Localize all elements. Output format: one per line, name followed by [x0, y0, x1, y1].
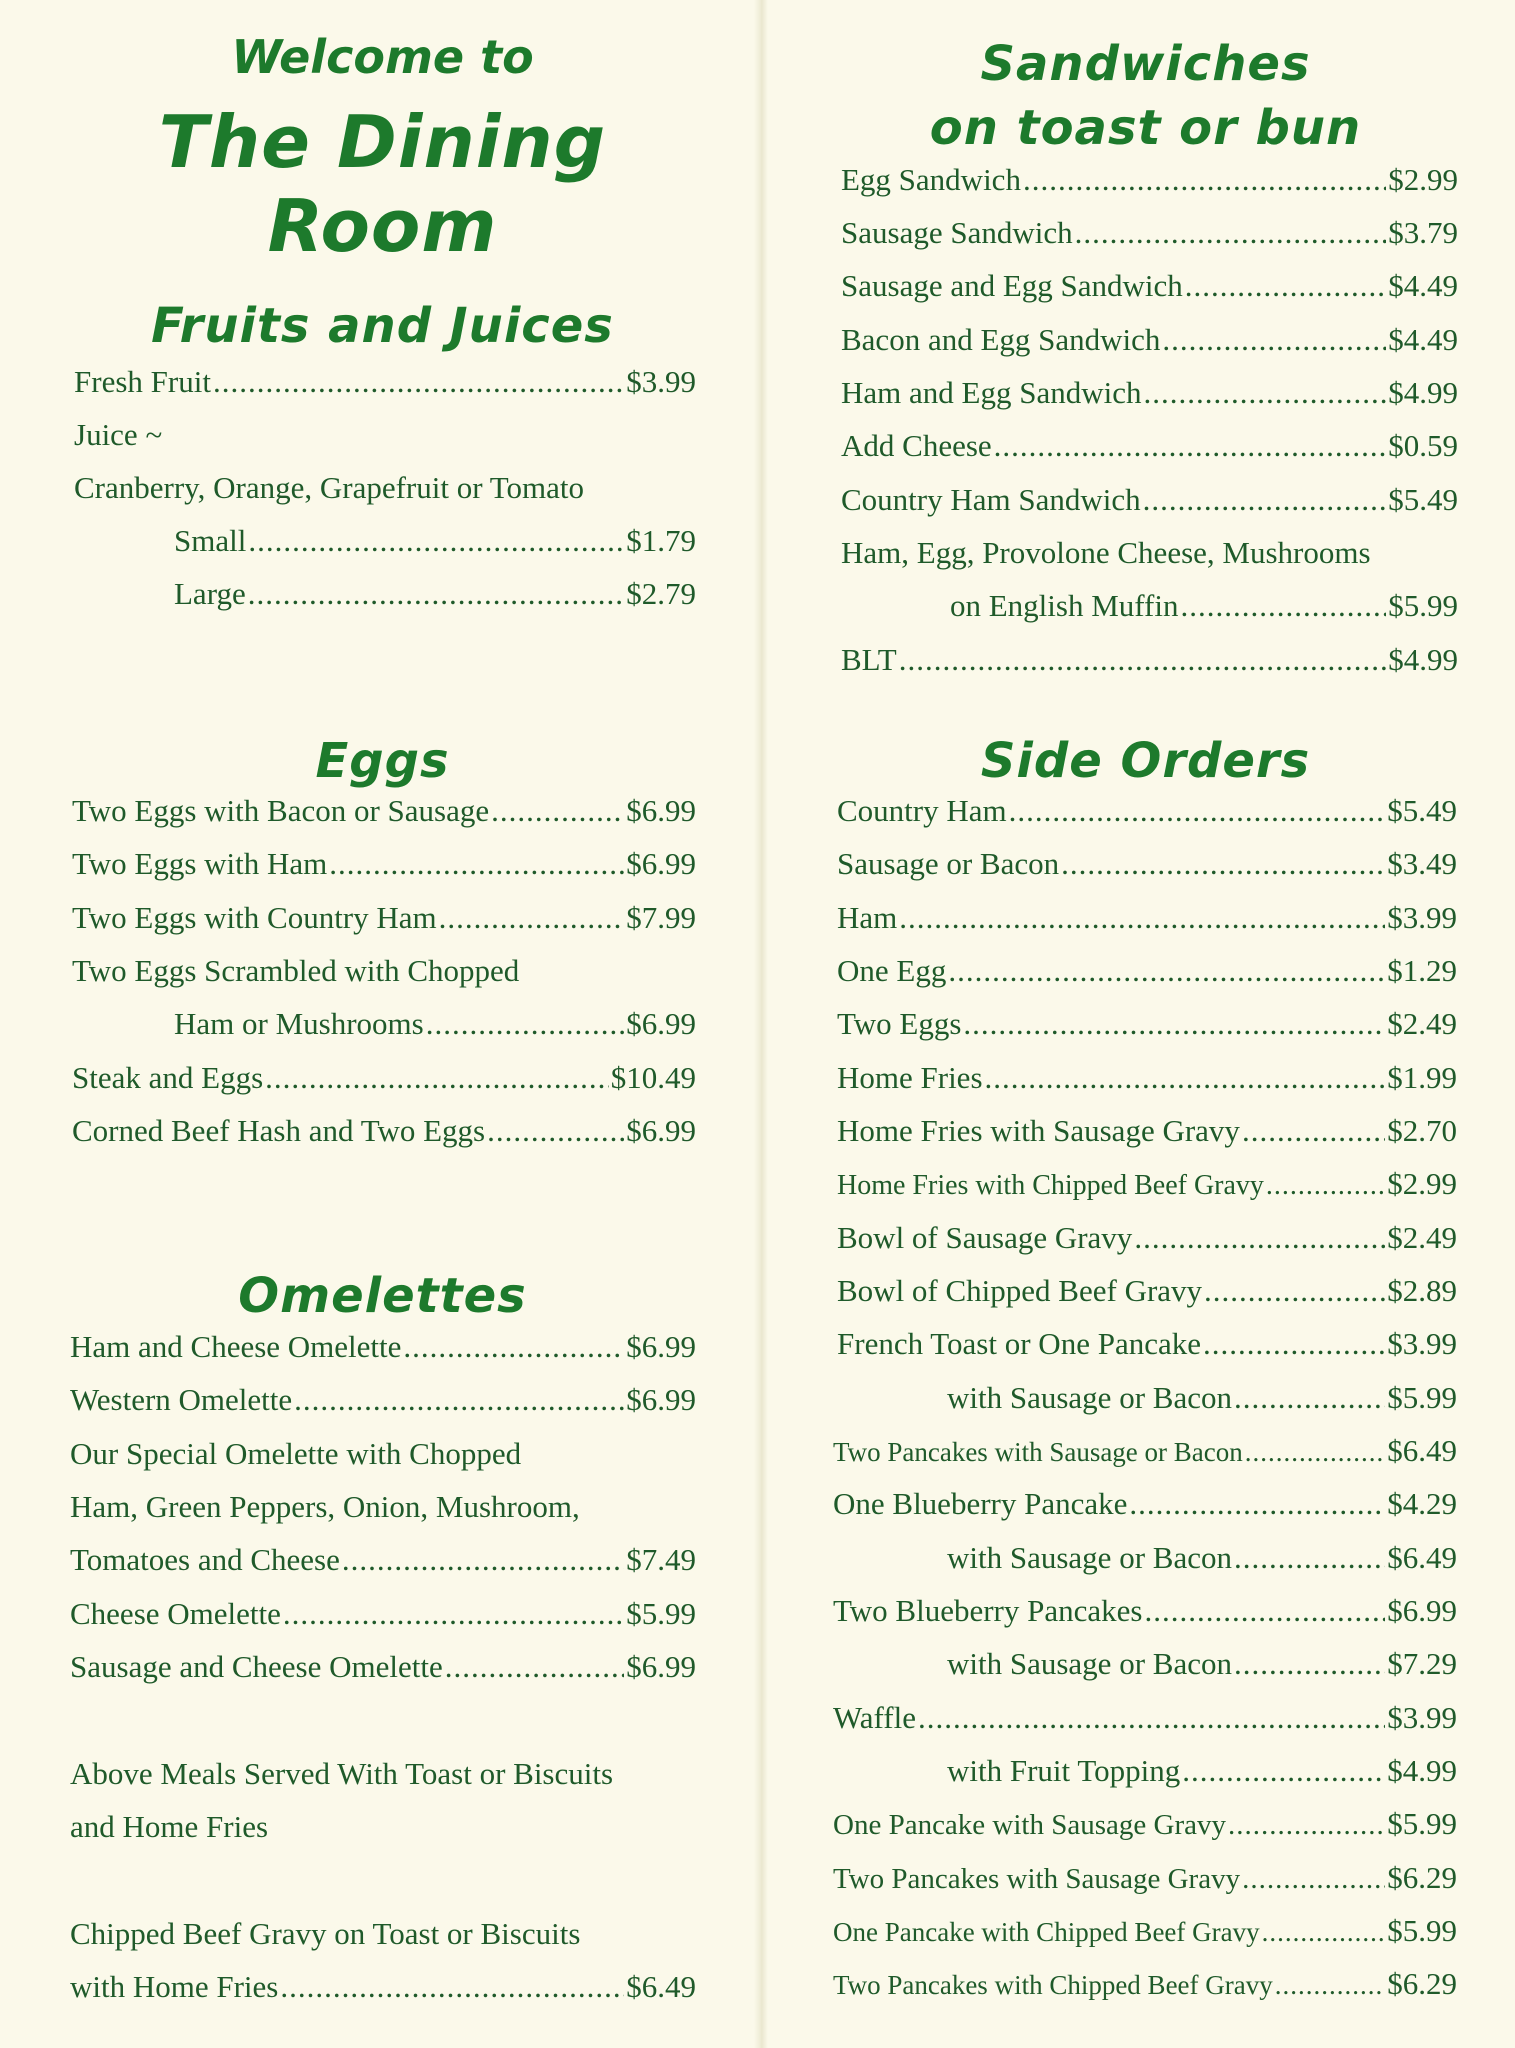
- menu-item: [837, 1164, 1457, 1206]
- item-price: $2.79: [626, 576, 696, 611]
- item-name: One Blueberry Pancake: [833, 1486, 1128, 1521]
- item-name: Two Pancakes with Sausage Gravy: [833, 1863, 1241, 1895]
- eggs-heading: Eggs: [315, 733, 450, 789]
- item-price: $2.49: [1387, 1006, 1457, 1041]
- dot-leader: [1182, 1751, 1385, 1791]
- menu-item: [72, 898, 696, 938]
- dot-leader: [1143, 373, 1386, 413]
- item-price: $3.49: [1387, 846, 1457, 881]
- item-name: Home Fries with Chipped Beef Gravy: [837, 1170, 1264, 1201]
- item-name: Sausage Sandwich: [841, 215, 1073, 250]
- item-price: $4.49: [1388, 322, 1458, 357]
- item-name: Ham: [837, 900, 898, 935]
- item-name: Sausage or Bacon: [837, 846, 1060, 881]
- menu-item: [950, 586, 1458, 626]
- item-price: $4.49: [1388, 268, 1458, 303]
- item-name: Sausage and Egg Sandwich: [841, 268, 1183, 303]
- menu-item-text: Our Special Omelette with Chopped: [70, 1436, 522, 1471]
- juice-label: Juice ~: [74, 417, 163, 452]
- dot-leader: [1266, 1166, 1385, 1206]
- item-price: $2.49: [1387, 1220, 1457, 1255]
- dot-leader: [1262, 1912, 1386, 1952]
- item-name: Ham or Mushrooms: [174, 1006, 424, 1041]
- dot-leader: [294, 1380, 624, 1420]
- item-name: Country Ham: [837, 793, 1007, 828]
- dot-leader: [342, 1540, 624, 1580]
- item-name: with Home Fries: [70, 1969, 279, 2004]
- item-price: $3.99: [1387, 900, 1457, 935]
- menu-item: [837, 1218, 1457, 1258]
- item-price: $6.29: [1387, 1966, 1457, 2001]
- item-name: Fresh Fruit: [74, 364, 211, 399]
- dot-leader: [1234, 1644, 1385, 1684]
- menu-item: [70, 1594, 696, 1634]
- item-price: $7.29: [1387, 1646, 1457, 1681]
- dot-leader: [1275, 1965, 1385, 2005]
- menu-item: [833, 1591, 1457, 1631]
- menu-item: [841, 320, 1458, 360]
- menu-item: [947, 1644, 1457, 1684]
- item-price: $3.79: [1388, 215, 1458, 250]
- dot-leader: [491, 791, 624, 831]
- item-name: Steak and Eggs: [72, 1060, 264, 1095]
- menu-item-text: Ham, Green Peppers, Onion, Mushroom,: [70, 1489, 580, 1524]
- omelettes-heading: Omelettes: [238, 1268, 527, 1324]
- item-name: Egg Sandwich: [841, 162, 1021, 197]
- item-price: $2.99: [1388, 162, 1458, 197]
- dot-leader: [1143, 480, 1387, 520]
- menu-item: [833, 1858, 1457, 1899]
- item-price: $1.29: [1387, 953, 1457, 988]
- menu-item: [833, 1484, 1457, 1524]
- dot-leader: [1242, 1859, 1385, 1899]
- item-name: One Pancake with Chipped Beef Gravy: [833, 1917, 1260, 1947]
- item-name: Small: [174, 523, 247, 558]
- menu-item: [70, 1380, 696, 1420]
- item-name: with Fruit Topping: [947, 1753, 1181, 1788]
- item-price: $5.49: [1387, 793, 1457, 828]
- dot-leader: [1181, 586, 1387, 626]
- item-name: Bowl of Sausage Gravy: [837, 1220, 1133, 1255]
- dot-leader: [487, 1111, 624, 1151]
- item-name: Waffle: [833, 1700, 916, 1735]
- dot-leader: [948, 951, 1385, 991]
- dot-leader: [1245, 1432, 1385, 1472]
- dot-leader: [329, 844, 624, 884]
- item-price: $2.99: [1387, 1166, 1457, 1201]
- menu-item: [72, 1058, 696, 1098]
- menu-item: [837, 1004, 1457, 1044]
- dot-leader: [426, 1004, 625, 1044]
- item-price: $5.49: [1388, 482, 1458, 517]
- menu-item: [70, 1647, 696, 1687]
- dot-leader: [1234, 1538, 1385, 1578]
- menu-item-text: Two Eggs Scrambled with Chopped: [72, 953, 520, 988]
- dot-leader: [1162, 320, 1386, 360]
- item-name: Corned Beef Hash and Two Eggs: [72, 1113, 486, 1148]
- menu-item: [841, 640, 1458, 680]
- dot-leader: [1185, 266, 1386, 306]
- menu-item: [72, 1111, 696, 1151]
- restaurant-name: The Dining Room: [158, 100, 607, 268]
- item-price: $6.49: [626, 1969, 696, 2004]
- item-name: Two Blueberry Pancakes: [833, 1593, 1143, 1628]
- item-price: $6.99: [1387, 1593, 1457, 1628]
- dot-leader: [918, 1698, 1385, 1738]
- item-name: Two Eggs with Ham: [72, 846, 328, 881]
- menu-item: [841, 266, 1458, 306]
- side-orders-heading: Side Orders: [980, 733, 1311, 789]
- dot-leader: [899, 898, 1385, 938]
- dot-leader: [1009, 791, 1386, 831]
- dot-leader: [985, 1058, 1386, 1098]
- dot-leader: [899, 640, 1387, 680]
- item-price: $2.70: [1387, 1113, 1457, 1148]
- menu-item: [174, 574, 696, 614]
- dot-leader: [248, 521, 624, 561]
- menu-item: [837, 898, 1457, 938]
- dot-leader: [439, 898, 625, 938]
- menu-item: [837, 1324, 1457, 1364]
- item-price: $7.49: [626, 1542, 696, 1577]
- welcome-text: Welcome to: [231, 30, 534, 84]
- item-name: on English Muffin: [950, 588, 1179, 623]
- menu-item: [174, 1004, 696, 1044]
- menu-item: [833, 1698, 1457, 1738]
- item-name: Add Cheese: [841, 428, 992, 463]
- dot-leader: [1204, 1271, 1385, 1311]
- menu-item-text: Ham, Egg, Provolone Cheese, Mushrooms: [841, 535, 1371, 570]
- item-price: $3.99: [626, 364, 696, 399]
- item-price: $4.29: [1387, 1486, 1457, 1521]
- item-name: One Egg: [837, 953, 947, 988]
- dot-leader: [1129, 1484, 1385, 1524]
- item-name: Home Fries: [837, 1060, 983, 1095]
- item-name: Sausage and Cheese Omelette: [70, 1649, 443, 1684]
- item-price: $6.99: [626, 1329, 696, 1364]
- sandwiches-heading: Sandwiches: [980, 36, 1311, 92]
- item-name: Cheese Omelette: [70, 1596, 281, 1631]
- item-price: $6.99: [626, 1006, 696, 1041]
- menu-item: [833, 1964, 1457, 2005]
- dot-leader: [280, 1967, 624, 2007]
- item-name: Ham and Egg Sandwich: [841, 375, 1142, 410]
- dot-leader: [445, 1647, 625, 1687]
- item-price: $5.99: [1387, 1913, 1457, 1948]
- item-name: One Pancake with Sausage Gravy: [833, 1809, 1226, 1841]
- item-price: $5.99: [1388, 588, 1458, 623]
- menu-item: [70, 1967, 696, 2007]
- item-price: $1.99: [1387, 1060, 1457, 1095]
- dot-leader: [1144, 1591, 1385, 1631]
- item-name: Two Eggs with Country Ham: [72, 900, 437, 935]
- item-name: Two Pancakes with Chipped Beef Gravy: [833, 1970, 1273, 2000]
- dot-leader: [963, 1004, 1385, 1044]
- item-price: $7.99: [626, 900, 696, 935]
- menu-item: [833, 1804, 1457, 1845]
- item-name: Home Fries with Sausage Gravy: [837, 1113, 1240, 1148]
- menu-item: [947, 1378, 1457, 1418]
- item-name: Tomatoes and Cheese: [70, 1542, 340, 1577]
- item-name: Bowl of Chipped Beef Gravy: [837, 1273, 1203, 1308]
- menu-item-text: Chipped Beef Gravy on Toast or Biscuits: [70, 1916, 581, 1951]
- menu-item: [70, 1540, 696, 1580]
- dot-leader: [1061, 844, 1385, 884]
- item-name: Two Pancakes with Sausage or Bacon: [833, 1437, 1243, 1467]
- menu-item: [833, 1911, 1457, 1952]
- menu-item: [947, 1751, 1457, 1791]
- menu-item: [841, 426, 1458, 466]
- item-price: $0.59: [1388, 428, 1458, 463]
- menu-item: [833, 1431, 1457, 1472]
- dot-leader: [1023, 160, 1386, 200]
- menu-item: [837, 1058, 1457, 1098]
- menu-item: [70, 1327, 696, 1367]
- item-name: Large: [174, 576, 246, 611]
- menu-item: [841, 373, 1458, 413]
- item-name: Country Ham Sandwich: [841, 482, 1141, 517]
- item-price: $2.89: [1387, 1273, 1457, 1308]
- menu-item: [841, 480, 1458, 520]
- item-name: Ham and Cheese Omelette: [70, 1329, 402, 1364]
- item-price: $6.99: [626, 1113, 696, 1148]
- juice-types: Cranberry, Orange, Grapefruit or Tomato: [74, 470, 585, 505]
- menu-item: [74, 362, 696, 402]
- dot-leader: [1234, 1378, 1385, 1418]
- item-price: $6.29: [1387, 1860, 1457, 1895]
- item-name: Western Omelette: [70, 1382, 293, 1417]
- dot-leader: [1242, 1111, 1385, 1151]
- menu-item: [841, 213, 1458, 253]
- menu-item: [837, 951, 1457, 991]
- item-name: Two Eggs: [837, 1006, 962, 1041]
- item-price: $6.99: [626, 846, 696, 881]
- meals-note: and Home Fries: [70, 1809, 269, 1844]
- menu-item: [174, 521, 696, 561]
- menu-item: [841, 160, 1458, 200]
- item-name: with Sausage or Bacon: [947, 1540, 1232, 1575]
- item-name: with Sausage or Bacon: [947, 1646, 1232, 1681]
- item-price: $4.99: [1387, 1753, 1457, 1788]
- menu-item: [947, 1538, 1457, 1578]
- item-name: BLT: [841, 642, 897, 677]
- item-price: $5.99: [626, 1596, 696, 1631]
- menu-item: [837, 1271, 1457, 1311]
- fruits-heading: Fruits and Juices: [151, 298, 614, 354]
- dot-leader: [1134, 1218, 1385, 1258]
- item-name: Bacon and Egg Sandwich: [841, 322, 1161, 357]
- meals-note: Above Meals Served With Toast or Biscuits: [70, 1756, 614, 1791]
- item-price: $10.49: [610, 1060, 696, 1095]
- menu-fold: [754, 0, 768, 2048]
- item-price: $3.99: [1387, 1326, 1457, 1361]
- item-price: $6.49: [1387, 1540, 1457, 1575]
- item-price: $4.99: [1388, 375, 1458, 410]
- item-name: Two Eggs with Bacon or Sausage: [72, 793, 490, 828]
- dot-leader: [1228, 1805, 1385, 1845]
- menu-item: [837, 1111, 1457, 1151]
- dot-leader: [283, 1594, 624, 1634]
- dot-leader: [1075, 213, 1387, 253]
- dot-leader: [403, 1327, 624, 1367]
- menu-item: [72, 791, 696, 831]
- item-price: $6.99: [626, 1382, 696, 1417]
- menu-item: [837, 844, 1457, 884]
- menu-item: [72, 844, 696, 884]
- dot-leader: [213, 362, 624, 402]
- menu-item: [837, 791, 1457, 831]
- sandwiches-subheading: on toast or bun: [929, 100, 1362, 156]
- item-price: $5.99: [1387, 1806, 1457, 1841]
- dot-leader: [248, 574, 625, 614]
- item-price: $5.99: [1387, 1380, 1457, 1415]
- item-price: $1.79: [626, 523, 696, 558]
- item-price: $6.99: [626, 793, 696, 828]
- item-price: $6.49: [1387, 1433, 1457, 1468]
- dot-leader: [994, 426, 1387, 466]
- item-name: with Sausage or Bacon: [947, 1380, 1232, 1415]
- item-price: $3.99: [1387, 1700, 1457, 1735]
- dot-leader: [1203, 1324, 1385, 1364]
- dot-leader: [265, 1058, 609, 1098]
- item-price: $6.99: [626, 1649, 696, 1684]
- item-name: French Toast or One Pancake: [837, 1326, 1201, 1361]
- item-price: $4.99: [1388, 642, 1458, 677]
